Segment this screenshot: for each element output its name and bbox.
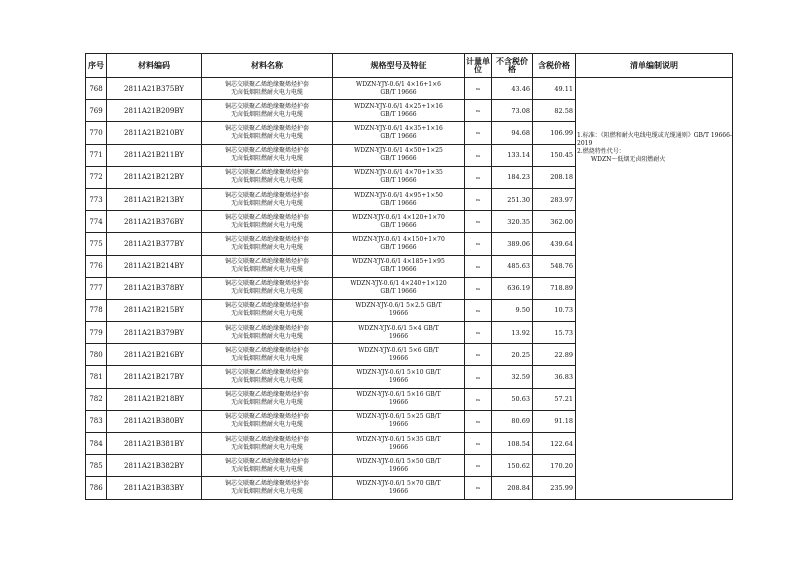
cell-price-incl-tax: 82.58 xyxy=(533,100,576,122)
spec-line-1: WDZN-YJY-0.6/1 4×95+1×50 xyxy=(354,191,443,199)
material-name-line-1: 铜芯交联聚乙烯绝缘聚烯烃护套 xyxy=(224,258,309,266)
spec-line-1: WDZN-YJY-0.6/1 4×35+1×16 xyxy=(354,124,443,132)
spec-line-1: WDZN-YJY-0.6/1 4×240+1×120 xyxy=(350,280,447,288)
cell-material-name xyxy=(202,277,333,299)
cell-price-incl-tax: 718.89 xyxy=(533,277,576,299)
cell-notes xyxy=(576,78,733,500)
cell-unit: m xyxy=(465,78,492,100)
material-name-line-2: 无卤低烟阻燃耐火电力电缆 xyxy=(230,110,303,118)
cell-spec xyxy=(333,166,465,188)
material-name-line-1: 铜芯交联聚乙烯绝缘聚烯烃护套 xyxy=(224,102,309,110)
cell-material-name xyxy=(202,211,333,233)
spec-line-2: GB/T 19666 xyxy=(380,288,417,296)
spec-line-2: 19666 xyxy=(388,399,409,407)
cell-material-code: 2811A21B215BY xyxy=(107,299,202,321)
cell-price-incl-tax: 49.11 xyxy=(533,78,576,100)
spec-line-2: GB/T 19666 xyxy=(380,155,417,163)
cell-unit: m xyxy=(465,410,492,432)
cell-material-name xyxy=(202,477,333,499)
cell-price-excl-tax: 9.50 xyxy=(492,299,533,321)
material-name-line-1: 铜芯交联聚乙烯绝缘聚烯烃护套 xyxy=(224,124,309,132)
spec-line-2: GB/T 19666 xyxy=(380,177,417,185)
material-name-line-2: 无卤低烟阻燃耐火电力电缆 xyxy=(230,266,303,274)
material-name-line-2: 无卤低烟阻燃耐火电力电缆 xyxy=(230,421,303,429)
table-body xyxy=(86,78,733,500)
spec-line-2: GB/T 19666 xyxy=(380,88,417,96)
cell-spec xyxy=(333,388,465,410)
cell-material-name xyxy=(202,366,333,388)
cell-unit: m xyxy=(465,277,492,299)
header-notes: 清单编制说明 xyxy=(576,54,733,78)
cell-price-incl-tax: 122.64 xyxy=(533,433,576,455)
material-price-table xyxy=(85,53,733,500)
material-name-line-2: 无卤低烟阻燃耐火电力电缆 xyxy=(230,399,303,407)
material-name-line-2: 无卤低烟阻燃耐火电力电缆 xyxy=(230,88,303,96)
cell-seq: 771 xyxy=(86,144,107,166)
material-name-line-1: 铜芯交联聚乙烯绝缘聚烯烃护套 xyxy=(224,435,309,443)
material-name-line-1: 铜芯交联聚乙烯绝缘聚烯烃护套 xyxy=(224,369,309,377)
cell-price-excl-tax: 108.54 xyxy=(492,433,533,455)
spec-line-2: GB/T 19666 xyxy=(380,266,417,274)
material-name-line-2: 无卤低烟阻燃耐火电力电缆 xyxy=(230,310,303,318)
material-name-line-2: 无卤低烟阻燃耐火电力电缆 xyxy=(230,354,303,362)
material-name-line-1: 铜芯交联聚乙烯绝缘聚烯烃护套 xyxy=(224,213,309,221)
material-name-line-2: 无卤低烟阻燃耐火电力电缆 xyxy=(230,177,303,185)
cell-price-excl-tax: 133.14 xyxy=(492,144,533,166)
material-name-line-2: 无卤低烟阻燃耐火电力电缆 xyxy=(230,377,303,385)
cell-price-excl-tax: 50.63 xyxy=(492,388,533,410)
spec-line-1: WDZN-YJY-0.6/1 4×16+1×6 xyxy=(356,80,441,88)
cell-seq: 770 xyxy=(86,122,107,144)
material-name-line-2: 无卤低烟阻燃耐火电力电缆 xyxy=(230,332,303,340)
spec-line-2: 19666 xyxy=(388,377,409,385)
cell-seq: 772 xyxy=(86,166,107,188)
cell-spec xyxy=(333,277,465,299)
cell-material-name xyxy=(202,388,333,410)
cell-spec xyxy=(333,78,465,100)
spec-line-1: WDZN-YJY-0.6/1 5×16 GB/T xyxy=(356,391,441,399)
cell-unit: m xyxy=(465,366,492,388)
material-name-line-2: 无卤低烟阻燃耐火电力电缆 xyxy=(230,221,303,229)
header-spec: 规格型号及特征 xyxy=(333,54,465,78)
cell-spec xyxy=(333,255,465,277)
header-unit: 计量单位 xyxy=(465,54,492,78)
cell-spec xyxy=(333,344,465,366)
cell-material-name xyxy=(202,433,333,455)
material-name-line-2: 无卤低烟阻燃耐火电力电缆 xyxy=(230,199,303,207)
cell-price-excl-tax: 20.25 xyxy=(492,344,533,366)
cell-material-code: 2811A21B375BY xyxy=(107,78,202,100)
cell-price-excl-tax: 251.30 xyxy=(492,188,533,210)
cell-seq: 779 xyxy=(86,322,107,344)
material-name-line-1: 铜芯交联聚乙烯绝缘聚烯烃护套 xyxy=(224,235,309,243)
cell-material-code: 2811A21B378BY xyxy=(107,277,202,299)
cell-price-excl-tax: 94.68 xyxy=(492,122,533,144)
cell-material-code: 2811A21B209BY xyxy=(107,100,202,122)
cell-material-code: 2811A21B381BY xyxy=(107,433,202,455)
header-material-name: 材料名称 xyxy=(202,54,333,78)
cell-material-name xyxy=(202,144,333,166)
cell-material-name xyxy=(202,166,333,188)
cell-unit: m xyxy=(465,211,492,233)
price-list-sheet xyxy=(85,53,732,500)
cell-unit: m xyxy=(465,322,492,344)
header-price-excl-tax: 不含税价 格 xyxy=(492,54,533,78)
cell-material-code: 2811A21B212BY xyxy=(107,166,202,188)
cell-spec xyxy=(333,100,465,122)
cell-price-excl-tax: 320.35 xyxy=(492,211,533,233)
cell-material-code: 2811A21B211BY xyxy=(107,144,202,166)
spec-line-1: WDZN-YJY-0.6/1 4×25+1×16 xyxy=(354,102,443,110)
spec-line-1: WDZN-YJY-0.6/1 5×6 GB/T xyxy=(358,346,439,354)
cell-seq: 778 xyxy=(86,299,107,321)
cell-unit: m xyxy=(465,255,492,277)
cell-price-excl-tax: 32.59 xyxy=(492,366,533,388)
cell-price-excl-tax: 13.92 xyxy=(492,322,533,344)
cell-price-incl-tax: 36.83 xyxy=(533,366,576,388)
cell-material-code: 2811A21B379BY xyxy=(107,322,202,344)
spec-line-1: WDZN-YJY-0.6/1 5×10 GB/T xyxy=(356,369,441,377)
cell-spec xyxy=(333,455,465,477)
table-row xyxy=(86,78,733,100)
cell-material-code: 2811A21B214BY xyxy=(107,255,202,277)
material-name-line-1: 铜芯交联聚乙烯绝缘聚烯烃护套 xyxy=(224,280,309,288)
cell-material-code: 2811A21B210BY xyxy=(107,122,202,144)
cell-material-code: 2811A21B382BY xyxy=(107,455,202,477)
cell-price-excl-tax: 80.69 xyxy=(492,410,533,432)
spec-line-2: GB/T 19666 xyxy=(380,132,417,140)
material-name-line-2: 无卤低烟阻燃耐火电力电缆 xyxy=(230,487,303,495)
cell-spec xyxy=(333,433,465,455)
cell-unit: m xyxy=(465,344,492,366)
cell-material-name xyxy=(202,455,333,477)
spec-line-2: 19666 xyxy=(388,354,409,362)
material-name-line-2: 无卤低烟阻燃耐火电力电缆 xyxy=(230,132,303,140)
cell-spec xyxy=(333,211,465,233)
cell-material-code: 2811A21B376BY xyxy=(107,211,202,233)
cell-spec xyxy=(333,188,465,210)
cell-material-code: 2811A21B383BY xyxy=(107,477,202,499)
spec-line-2: 19666 xyxy=(388,421,409,429)
cell-price-incl-tax: 283.97 xyxy=(533,188,576,210)
cell-seq: 773 xyxy=(86,188,107,210)
spec-line-2: GB/T 19666 xyxy=(380,110,417,118)
cell-seq: 786 xyxy=(86,477,107,499)
cell-spec xyxy=(333,366,465,388)
spec-line-1: WDZN-YJY-0.6/1 5×35 GB/T xyxy=(356,435,441,443)
cell-material-name xyxy=(202,122,333,144)
cell-price-incl-tax: 106.99 xyxy=(533,122,576,144)
cell-price-incl-tax: 22.89 xyxy=(533,344,576,366)
cell-price-excl-tax: 73.08 xyxy=(492,100,533,122)
cell-material-name xyxy=(202,299,333,321)
cell-seq: 782 xyxy=(86,388,107,410)
cell-seq: 784 xyxy=(86,433,107,455)
cell-price-incl-tax: 10.73 xyxy=(533,299,576,321)
cell-unit: m xyxy=(465,433,492,455)
material-name-line-1: 铜芯交联聚乙烯绝缘聚烯烃护套 xyxy=(224,479,309,487)
material-name-line-1: 铜芯交联聚乙烯绝缘聚烯烃护套 xyxy=(224,413,309,421)
cell-material-name xyxy=(202,100,333,122)
cell-price-excl-tax: 150.62 xyxy=(492,455,533,477)
spec-line-2: GB/T 19666 xyxy=(380,243,417,251)
table-header-row xyxy=(86,54,733,78)
material-name-line-1: 铜芯交联聚乙烯绝缘聚烯烃护套 xyxy=(224,147,309,155)
cell-price-incl-tax: 91.18 xyxy=(533,410,576,432)
spec-line-1: WDZN-YJY-0.6/1 5×2.5 GB/T xyxy=(355,302,442,310)
cell-material-name xyxy=(202,233,333,255)
spec-line-2: 19666 xyxy=(388,443,409,451)
spec-line-1: WDZN-YJY-0.6/1 4×185+1×95 xyxy=(352,258,445,266)
cell-material-name xyxy=(202,78,333,100)
material-name-line-2: 无卤低烟阻燃耐火电力电缆 xyxy=(230,155,303,163)
cell-price-excl-tax: 636.19 xyxy=(492,277,533,299)
cell-price-incl-tax: 362.00 xyxy=(533,211,576,233)
cell-price-incl-tax: 208.18 xyxy=(533,166,576,188)
spec-line-2: GB/T 19666 xyxy=(380,199,417,207)
material-name-line-1: 铜芯交联聚乙烯绝缘聚烯烃护套 xyxy=(224,391,309,399)
material-name-line-2: 无卤低烟阻燃耐火电力电缆 xyxy=(230,443,303,451)
spec-line-2: 19666 xyxy=(388,465,409,473)
cell-seq: 777 xyxy=(86,277,107,299)
cell-material-name xyxy=(202,255,333,277)
cell-price-incl-tax: 15.73 xyxy=(533,322,576,344)
header-seq: 序号 xyxy=(86,54,107,78)
spec-line-1: WDZN-YJY-0.6/1 5×70 GB/T xyxy=(356,479,441,487)
cell-material-code: 2811A21B377BY xyxy=(107,233,202,255)
spec-line-1: WDZN-YJY-0.6/1 5×25 GB/T xyxy=(356,413,441,421)
cell-price-incl-tax: 235.99 xyxy=(533,477,576,499)
cell-seq: 776 xyxy=(86,255,107,277)
spec-line-1: WDZN-YJY-0.6/1 4×70+1×35 xyxy=(354,169,443,177)
cell-unit: m xyxy=(465,166,492,188)
cell-price-incl-tax: 439.64 xyxy=(533,233,576,255)
cell-unit: m xyxy=(465,122,492,144)
cell-material-code: 2811A21B213BY xyxy=(107,188,202,210)
cell-unit: m xyxy=(465,144,492,166)
cell-material-code: 2811A21B218BY xyxy=(107,388,202,410)
cell-unit: m xyxy=(465,455,492,477)
cell-price-incl-tax: 57.21 xyxy=(533,388,576,410)
material-name-line-1: 铜芯交联聚乙烯绝缘聚烯烃护套 xyxy=(224,324,309,332)
cell-material-name xyxy=(202,344,333,366)
material-name-line-1: 铜芯交联聚乙烯绝缘聚烯烃护套 xyxy=(224,346,309,354)
cell-seq: 775 xyxy=(86,233,107,255)
cell-material-name xyxy=(202,188,333,210)
note-line-2: 2.燃烧特性代号： xyxy=(577,148,625,155)
cell-seq: 785 xyxy=(86,455,107,477)
cell-spec xyxy=(333,233,465,255)
cell-seq: 769 xyxy=(86,100,107,122)
cell-seq: 781 xyxy=(86,366,107,388)
spec-line-1: WDZN-YJY-0.6/1 4×150+1×70 xyxy=(352,235,445,243)
cell-unit: m xyxy=(465,477,492,499)
cell-seq: 783 xyxy=(86,410,107,432)
cell-price-excl-tax: 389.06 xyxy=(492,233,533,255)
cell-unit: m xyxy=(465,299,492,321)
spec-line-2: 19666 xyxy=(388,310,409,318)
material-name-line-1: 铜芯交联聚乙烯绝缘聚烯烃护套 xyxy=(224,191,309,199)
spec-line-1: WDZN-YJY-0.6/1 5×50 GB/T xyxy=(356,457,441,465)
spec-line-1: WDZN-YJY-0.6/1 4×120+1×70 xyxy=(352,213,445,221)
cell-unit: m xyxy=(465,388,492,410)
cell-seq: 768 xyxy=(86,78,107,100)
cell-price-incl-tax: 170.20 xyxy=(533,455,576,477)
spec-line-1: WDZN-YJY-0.6/1 5×4 GB/T xyxy=(358,324,439,332)
cell-material-name xyxy=(202,322,333,344)
cell-price-excl-tax: 184.23 xyxy=(492,166,533,188)
cell-spec xyxy=(333,477,465,499)
cell-price-excl-tax: 43.46 xyxy=(492,78,533,100)
spec-line-1: WDZN-YJY-0.6/1 4×50+1×25 xyxy=(354,147,443,155)
cell-price-excl-tax: 208.84 xyxy=(492,477,533,499)
cell-seq: 774 xyxy=(86,211,107,233)
material-name-line-1: 铜芯交联聚乙烯绝缘聚烯烃护套 xyxy=(224,80,309,88)
cell-price-excl-tax: 485.63 xyxy=(492,255,533,277)
note-line-3: WDZN～低烟无卤阻燃耐火 xyxy=(591,156,666,163)
cell-price-incl-tax: 548.76 xyxy=(533,255,576,277)
material-name-line-1: 铜芯交联聚乙烯绝缘聚烯烃护套 xyxy=(224,457,309,465)
cell-unit: m xyxy=(465,100,492,122)
material-name-line-2: 无卤低烟阻燃耐火电力电缆 xyxy=(230,465,303,473)
cell-seq: 780 xyxy=(86,344,107,366)
cell-unit: m xyxy=(465,233,492,255)
header-material-code: 材料编码 xyxy=(107,54,202,78)
spec-line-2: GB/T 19666 xyxy=(380,221,417,229)
cell-unit: m xyxy=(465,188,492,210)
material-name-line-2: 无卤低烟阻燃耐火电力电缆 xyxy=(230,288,303,296)
material-name-line-1: 铜芯交联聚乙烯绝缘聚烯烃护套 xyxy=(224,169,309,177)
material-name-line-2: 无卤低烟阻燃耐火电力电缆 xyxy=(230,243,303,251)
cell-spec xyxy=(333,322,465,344)
cell-spec xyxy=(333,144,465,166)
cell-spec xyxy=(333,410,465,432)
material-name-line-1: 铜芯交联聚乙烯绝缘聚烯烃护套 xyxy=(224,302,309,310)
cell-material-code: 2811A21B380BY xyxy=(107,410,202,432)
cell-spec xyxy=(333,122,465,144)
note-line-1: 1.标准：《阻燃和耐火电线电缆或光缆通则》GB/T 19666-2019 xyxy=(577,132,732,147)
cell-material-name xyxy=(202,410,333,432)
header-price-incl-tax: 含税价格 xyxy=(533,54,576,78)
spec-line-2: 19666 xyxy=(388,332,409,340)
cell-spec xyxy=(333,299,465,321)
cell-material-code: 2811A21B216BY xyxy=(107,344,202,366)
spec-line-2: 19666 xyxy=(388,487,409,495)
cell-price-incl-tax: 150.45 xyxy=(533,144,576,166)
cell-material-code: 2811A21B217BY xyxy=(107,366,202,388)
